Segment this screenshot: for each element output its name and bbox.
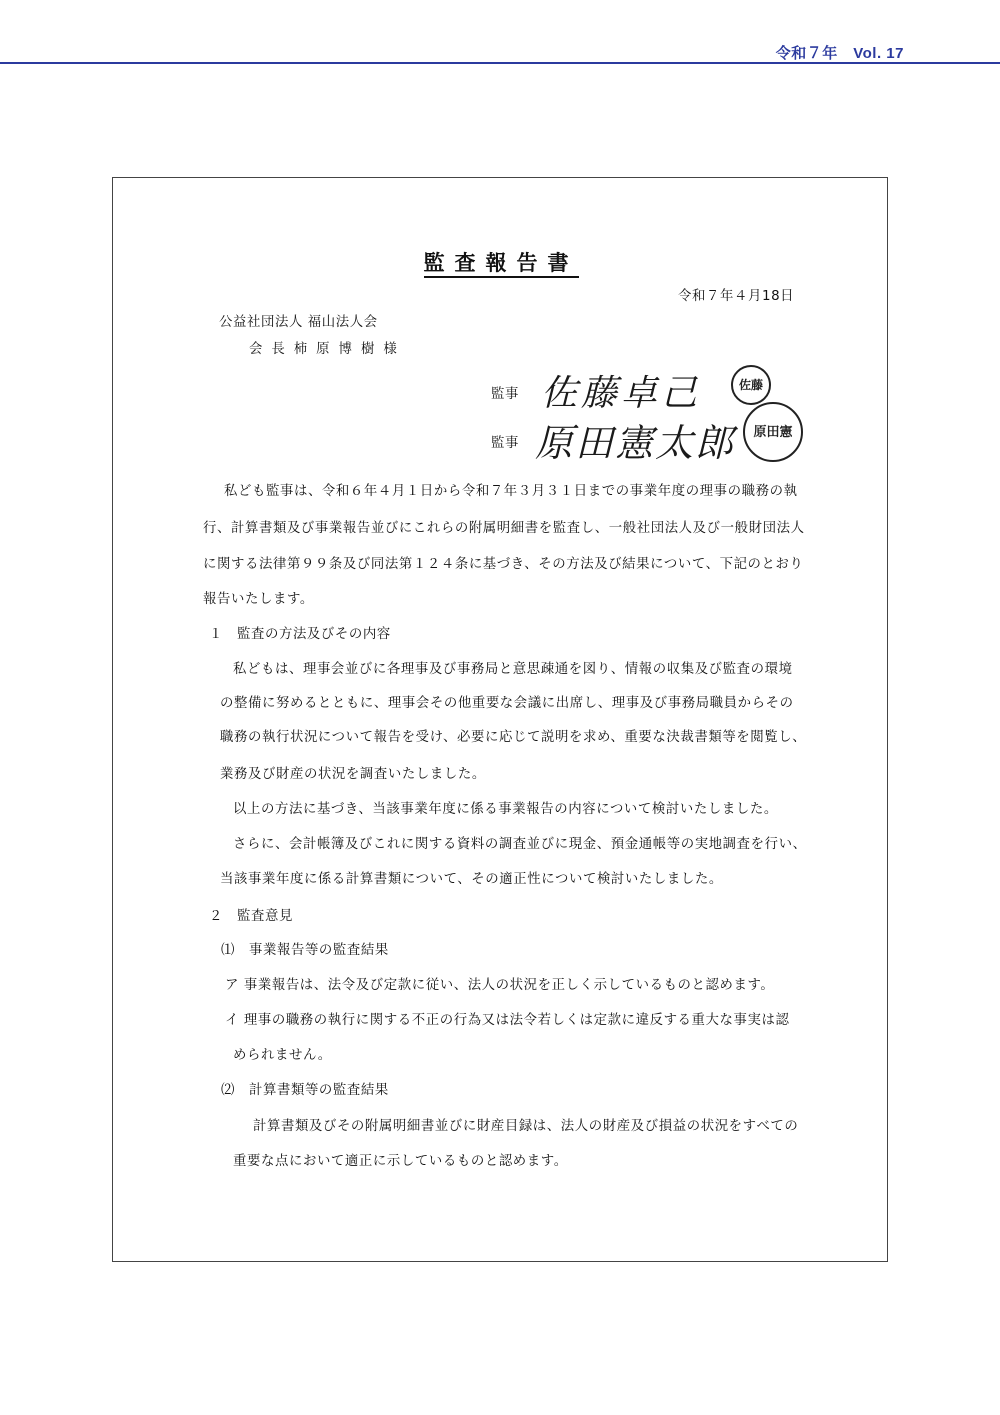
body-line: 当該事業年度に係る計算書類について、その適正性について検討いたしました。	[220, 872, 723, 887]
audit-report-document	[112, 177, 888, 1262]
document-title: 監査報告書	[113, 247, 889, 277]
auditor-seal: 佐藤	[731, 365, 771, 405]
body-line: さらに、会計帳簿及びこれに関する資料の調査並びに現金、預金通帳等の実地調査を行い、	[233, 837, 807, 852]
body-line: められません。	[233, 1048, 332, 1063]
subsection-heading: ⑴ 事業報告等の監査結果	[221, 943, 389, 958]
auditor-signature: 佐藤卓己	[541, 373, 702, 414]
body-line: イ 理事の職務の執行に関する不正の行為又は法令若しくは定款に違反する重大な事実は認	[225, 1013, 790, 1028]
section-heading: ２ 監査意見	[209, 909, 293, 924]
subsection-heading: ⑵ 計算書類等の監査結果	[221, 1083, 389, 1098]
body-line: 私どもは、理事会並びに各理事及び事務局と意思疎通を図り、情報の収集及び監査の環境	[233, 662, 793, 677]
body-line: 計算書類及びその附属明細書並びに財産目録は、法人の財産及び損益の状況をすべての	[253, 1119, 799, 1134]
body-line: 重要な点において適正に示しているものと認めます。	[233, 1154, 568, 1169]
recipient-organization: 公益社団法人 福山法人会	[219, 315, 378, 330]
body-line: 以上の方法に基づき、当該事業年度に係る事業報告の内容について検討いたしました。	[233, 802, 778, 817]
body-line: 報告いたします。	[203, 592, 314, 607]
body-line: ア 事業報告は、法令及び定款に従い、法人の状況を正しく示しているものと認めます。	[225, 978, 775, 993]
body-line: 業務及び財産の状況を調査いたしました。	[220, 767, 486, 782]
body-line: 職務の執行状況について報告を受け、必要に応じて説明を求め、重要な決裁書類等を閲覧し、	[220, 730, 807, 745]
auditor-role-label: 監事	[491, 387, 519, 402]
header-rule	[0, 62, 1000, 64]
body-line: 私ども監事は、令和６年４月１日から令和７年３月３１日までの事業年度の理事の職務の執	[224, 484, 798, 499]
auditor-signature: 原田憲太郎	[535, 421, 736, 465]
body-line: に関する法律第９９条及び同法第１２４条に基づき、その方法及び結果について、下記のとおり	[203, 557, 804, 572]
section-heading: １ 監査の方法及びその内容	[209, 627, 391, 642]
body-line: 行、計算書類及び事業報告並びにこれらの附属明細書を監査し、一般社団法人及び一般財団法人	[203, 521, 805, 536]
auditor-role-label: 監事	[491, 436, 519, 451]
issue-header: 令和７年 Vol. 17	[775, 45, 904, 62]
recipient-person: 会長柿原博樹様	[249, 342, 406, 357]
auditor-seal: 原田憲	[743, 402, 803, 462]
report-date: 令和７年４月18日	[678, 289, 795, 304]
body-line: の整備に努めるとともに、理事会その他重要な会議に出席し、理事及び事務局職員からその	[220, 696, 794, 711]
